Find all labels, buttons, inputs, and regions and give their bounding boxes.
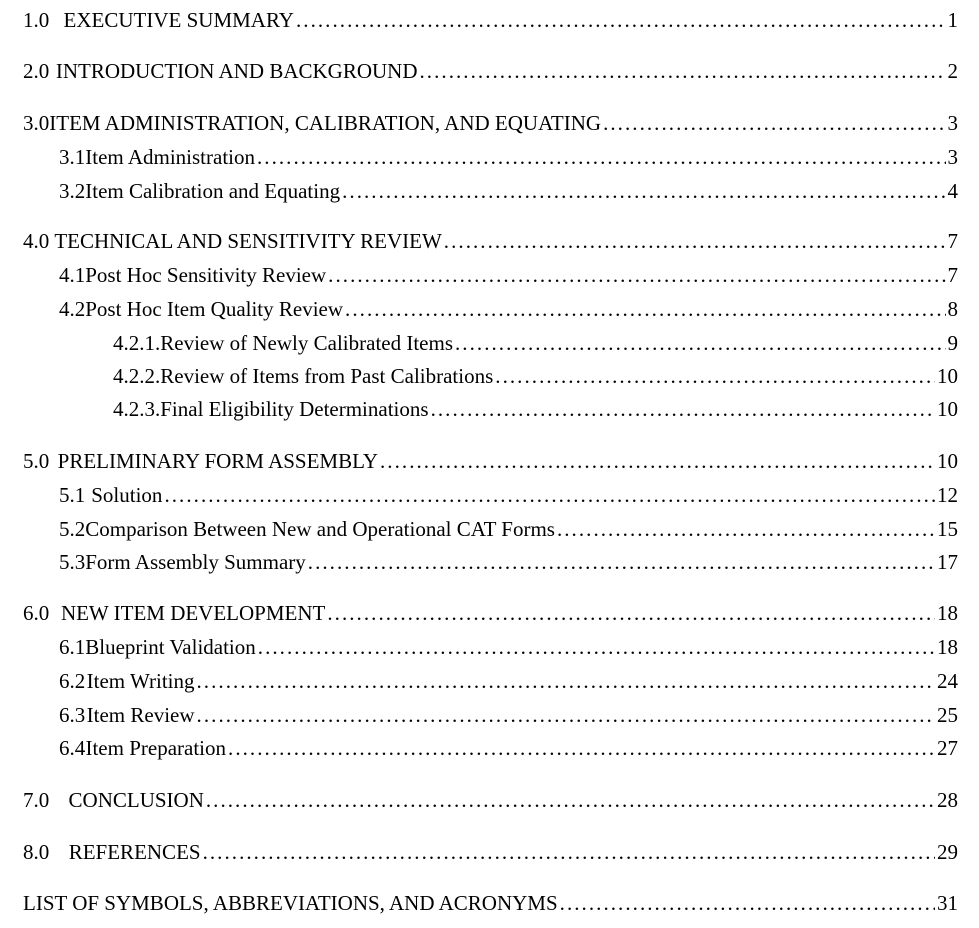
toc-section-title: Post Hoc Item Quality Review (85, 297, 344, 321)
toc-section-number: 8.0 (23, 840, 50, 864)
toc-entry[interactable] (0, 788, 979, 818)
toc-dot-leader (342, 179, 945, 204)
toc-entry[interactable] (0, 891, 979, 921)
toc-page-number: 17 (937, 550, 958, 574)
toc-entry[interactable] (0, 59, 979, 89)
toc-entry[interactable] (0, 517, 979, 547)
toc-section-title: LIST OF SYMBOLS, ABBREVIATIONS, AND ACRONYMS (23, 891, 558, 915)
toc-section-number: 5.3 (59, 550, 86, 574)
toc-page-number: 8 (947, 297, 958, 321)
toc-section-title: Final Eligibility Determinations (160, 397, 429, 421)
toc-section-title: Review of Items from Past Calibrations (160, 364, 494, 388)
toc-dot-leader (495, 364, 935, 389)
toc-page-number: 9 (947, 331, 958, 355)
toc-section-title: Solution (91, 483, 163, 507)
toc-page-number: 7 (947, 229, 958, 253)
toc-entry[interactable] (0, 179, 979, 209)
toc-section-title: Item Calibration and Equating (85, 179, 341, 203)
toc-page-number: 29 (937, 840, 958, 864)
toc-page-number: 2 (947, 59, 958, 83)
toc-dot-leader (258, 635, 935, 660)
toc-dot-leader (203, 840, 935, 865)
toc-entry[interactable] (0, 263, 979, 293)
toc-entry[interactable] (0, 331, 979, 361)
toc-section-number: 6.2 (59, 669, 86, 693)
toc-dot-leader (296, 8, 946, 33)
toc-section-number: 1.0 (23, 8, 50, 32)
toc-entry[interactable] (0, 449, 979, 479)
toc-section-number: 5.1 (59, 483, 86, 507)
toc-page-number: 28 (937, 788, 958, 812)
toc-page-number: 18 (937, 635, 958, 659)
toc-dot-leader (308, 550, 935, 575)
toc-section-number: 4.2.1. (113, 331, 161, 355)
toc-section-title: Item Preparation (85, 736, 227, 760)
toc-entry[interactable] (0, 703, 979, 733)
toc-section-number: 3.1 (59, 145, 86, 169)
toc-dot-leader (420, 59, 946, 84)
toc-dot-leader (197, 703, 935, 728)
toc-entry[interactable] (0, 635, 979, 665)
toc-section-number: 4.0 (23, 229, 50, 253)
toc-section-number: 4.2.3. (113, 397, 161, 421)
toc-dot-leader (557, 517, 935, 542)
toc-section-title: NEW ITEM DEVELOPMENT (60, 601, 326, 625)
toc-page-number: 10 (937, 364, 958, 388)
toc-page-number: 10 (937, 449, 958, 473)
toc-dot-leader (228, 736, 935, 761)
toc-entry[interactable] (0, 229, 979, 259)
toc-section-title: Item Administration (85, 145, 255, 169)
toc-section-title: EXECUTIVE SUMMARY (63, 8, 294, 32)
toc-section-number: 6.1 (59, 635, 86, 659)
toc-dot-leader (206, 788, 935, 813)
toc-dot-leader (345, 297, 945, 322)
toc-dot-leader (380, 449, 935, 474)
toc-section-title: Review of Newly Calibrated Items (160, 331, 453, 355)
toc-section-title: INTRODUCTION AND BACKGROUND (55, 59, 418, 83)
toc-entry[interactable] (0, 601, 979, 631)
toc-section-title: CONCLUSION (68, 788, 204, 812)
toc-page-number: 27 (937, 736, 958, 760)
toc-section-title: REFERENCES (68, 840, 201, 864)
toc-entry[interactable] (0, 669, 979, 699)
toc-dot-leader (164, 483, 935, 508)
toc-page-number: 10 (937, 397, 958, 421)
toc-page-number: 1 (947, 8, 958, 32)
toc-section-title: Item Review (86, 703, 195, 727)
toc-page-number: 31 (937, 891, 958, 915)
toc-entry[interactable] (0, 145, 979, 175)
toc-dot-leader (431, 397, 935, 422)
toc-page-number: 24 (937, 669, 958, 693)
toc-page-number: 18 (937, 601, 958, 625)
toc-section-number: 4.1 (59, 263, 86, 287)
toc-page-number: 12 (937, 483, 958, 507)
toc-entry[interactable] (0, 364, 979, 394)
toc-page-number: 15 (937, 517, 958, 541)
toc-dot-leader (327, 601, 935, 626)
toc-section-number: 4.2 (59, 297, 86, 321)
toc-section-title: Form Assembly Summary (85, 550, 306, 574)
toc-section-title: Item Writing (86, 669, 195, 693)
toc-section-title: Post Hoc Sensitivity Review (85, 263, 327, 287)
toc-section-number: 5.2 (59, 517, 86, 541)
toc-page-number: 7 (947, 263, 958, 287)
toc-entry[interactable] (0, 736, 979, 766)
toc-page-number: 25 (937, 703, 958, 727)
toc-section-title: ITEM ADMINISTRATION, CALIBRATION, AND EQUATING (49, 111, 602, 135)
toc-entry[interactable] (0, 111, 979, 141)
toc-section-number: 7.0 (23, 788, 50, 812)
toc-section-title: Comparison Between New and Operational CAT Forms (85, 517, 555, 541)
toc-dot-leader (328, 263, 945, 288)
toc-section-number: 6.3 (59, 703, 86, 727)
toc-section-number: 4.2.2. (113, 364, 161, 388)
toc-page-number: 3 (947, 111, 958, 135)
toc-entry[interactable] (0, 483, 979, 513)
toc-dot-leader (257, 145, 946, 170)
toc-dot-leader (455, 331, 946, 356)
toc-section-number: 2.0 (23, 59, 50, 83)
toc-section-number: 6.0 (23, 601, 50, 625)
toc-section-number: 3.2 (59, 179, 86, 203)
toc-dot-leader (603, 111, 945, 136)
toc-section-title: PRELIMINARY FORM ASSEMBLY (57, 449, 378, 473)
toc-page-number: 4 (947, 179, 958, 203)
toc-section-number: 5.0 (23, 449, 50, 473)
toc-page-number: 3 (947, 145, 958, 169)
toc-dot-leader (560, 891, 935, 916)
toc-entry[interactable] (0, 550, 979, 580)
toc-entry[interactable] (0, 840, 979, 870)
toc-section-number: 6.4 (59, 736, 86, 760)
toc-entry[interactable] (0, 397, 979, 427)
toc-section-number: 3.0 (23, 111, 50, 135)
toc-section-title: TECHNICAL AND SENSITIVITY REVIEW (54, 229, 442, 253)
toc-dot-leader (197, 669, 936, 694)
toc-entry[interactable] (0, 297, 979, 327)
toc-dot-leader (444, 229, 946, 254)
toc-section-title: Blueprint Validation (85, 635, 256, 659)
toc-entry[interactable] (0, 8, 979, 38)
